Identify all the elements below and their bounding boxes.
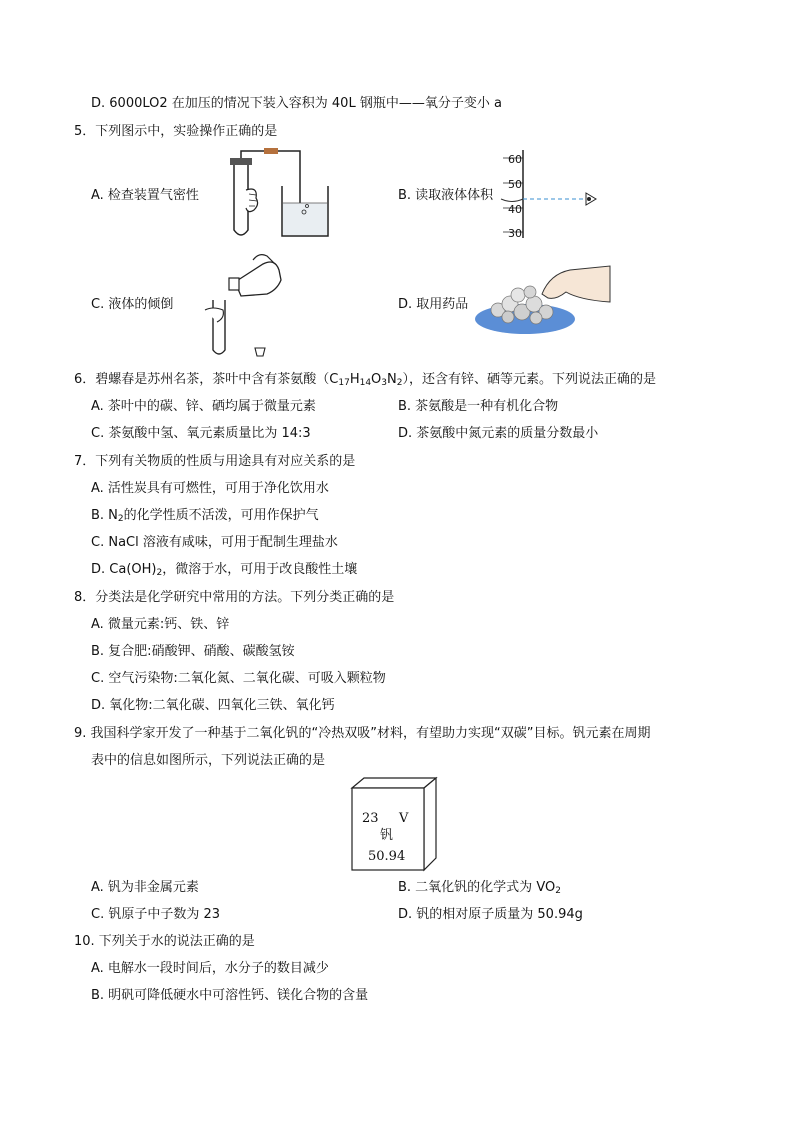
q7-option-b: B. $N_2$的化学性质不活泼，可用作保护气 — [91, 508, 319, 524]
q5-stem: 5．下列图示中，实验操作正确的是 — [74, 124, 278, 139]
q9-option-a: A. 钒为非金属元素 — [91, 880, 199, 895]
element-atomic-number: 23 — [362, 811, 379, 826]
q9-option-b: B. 二氧化钒的化学式为 $VO_2$ — [398, 880, 561, 896]
q5-option-b: B. 读取液体体积 — [398, 188, 494, 203]
q10-option-b: B. 明矾可降低硬水中可溶性钙、镁化合物的含量 — [91, 988, 369, 1003]
q10-stem: 10. 下列关于水的说法正确的是 — [74, 934, 255, 949]
q5-option-d: D. 取用药品 — [398, 297, 469, 312]
taking-reagent-figure — [470, 262, 615, 337]
q5-option-a: A. 检查装置气密性 — [91, 188, 199, 203]
q9-stem-line1: 9. 我国科学家开发了一种基于二氧化钒的“冷热双吸”材料，有望助力实现“双碳”目标。钒元素在周期 — [74, 726, 651, 741]
q7-stem: 7．下列有关物质的性质与用途具有对应关系的是 — [74, 454, 356, 469]
q8-option-d: D. 氧化物:二氧化碳、四氧化三铁、氧化钙 — [91, 698, 335, 713]
q9-option-c: C. 钒原子中子数为 23 — [91, 907, 221, 922]
tick-60: 60 — [508, 153, 522, 166]
q8-stem: 8．分类法是化学研究中常用的方法。下列分类正确的是 — [74, 590, 395, 605]
q8-option-a: A. 微量元素:钙、铁、锌 — [91, 617, 230, 632]
q8-option-b: B. 复合肥:硝酸钾、硝酸、碳酸氢铵 — [91, 644, 295, 659]
q10-option-a: A. 电解水一段时间后，水分子的数目减少 — [91, 961, 329, 976]
q5-option-c: C. 液体的倾倒 — [91, 297, 174, 312]
element-name: 钒 — [380, 828, 394, 843]
q6-option-b: B. 茶氨酸是一种有机化合物 — [398, 399, 559, 414]
airtightness-check-figure — [220, 148, 350, 243]
q6-stem: 6．碧螺春是苏州名茶，茶叶中含有茶氨酸$(C_{17}H_{14}O_3N_2)$，还含有锌、硒等元素。下列说法正确的是 — [74, 372, 656, 388]
q7-option-a: A. 活性炭具有可燃性，可用于净化饮用水 — [91, 481, 329, 496]
pouring-liquid-figure — [195, 250, 285, 360]
tick-30: 30 — [508, 227, 522, 240]
q6-option-a: A. 茶叶中的碳、锌、硒均属于微量元素 — [91, 399, 316, 414]
q9-option-d: D. 钒的相对原子质量为 50.94g — [398, 907, 583, 922]
q8-option-c: C. 空气污染物:二氧化氮、二氧化碳、可吸入颗粒物 — [91, 671, 386, 686]
element-symbol: V — [399, 811, 409, 826]
q7-option-c: C. NaCl 溶液有咸味，可用于配制生理盐水 — [91, 535, 338, 550]
element-atomic-mass: 50.94 — [368, 849, 406, 864]
tick-50: 50 — [508, 178, 522, 191]
q9-stem-line2: 表中的信息如图所示，下列说法正确的是 — [91, 753, 326, 768]
q4-option-d: D. 6000LO2 在加压的情况下装入容积为 40L 钢瓶中——氧分子变小 a — [91, 96, 502, 111]
q7-option-d: D. $Ca(OH)_2$，微溶于水，可用于改良酸性土壤 — [91, 562, 358, 578]
tick-40: 40 — [508, 203, 522, 216]
q6-option-c: C. 茶氨酸中氢、氧元素质量比为 14:3 — [91, 426, 311, 441]
q6-option-d: D. 茶氨酸中氮元素的质量分数最小 — [398, 426, 599, 441]
